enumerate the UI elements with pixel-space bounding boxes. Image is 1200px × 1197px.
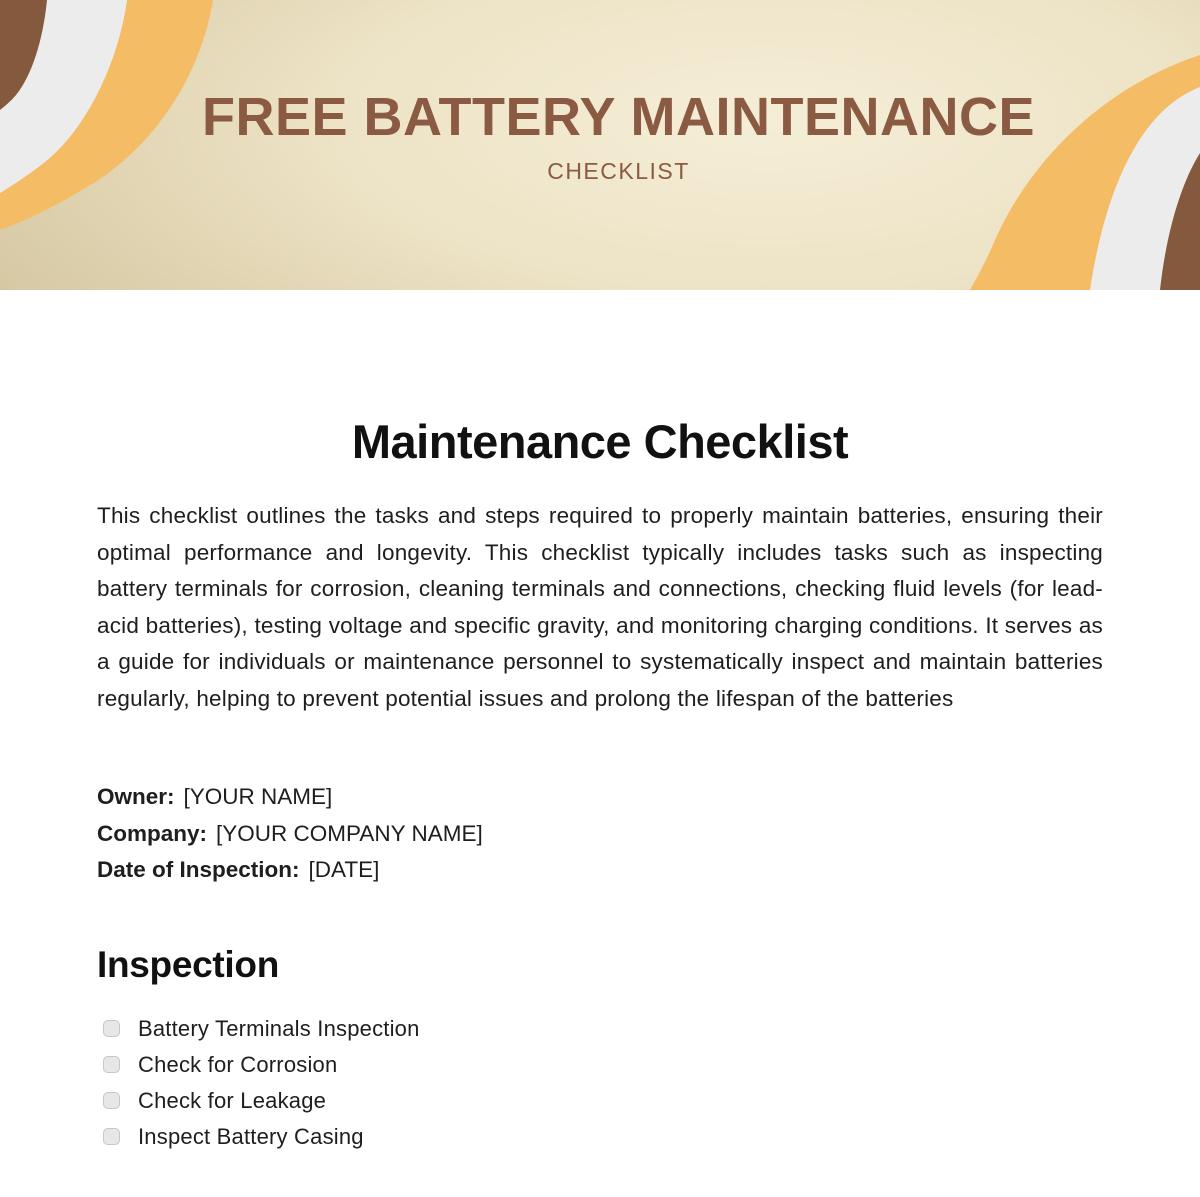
banner (0, 0, 1200, 290)
checklist-item (97, 1083, 1103, 1119)
checklist-item-label: Check for Leakage (138, 1087, 327, 1113)
banner-subtitle: CHECKLIST (547, 158, 690, 184)
checkbox-unchecked[interactable] (103, 1056, 120, 1073)
company-value: [YOUR COMPANY NAME] (216, 820, 483, 846)
checkbox-unchecked[interactable] (103, 1092, 120, 1109)
banner-text-block (0, 0, 1200, 184)
checklist-item-label: Inspect Battery Casing (138, 1123, 364, 1149)
checklist-item (97, 1047, 1103, 1083)
detail-row-inspection-date (97, 852, 1103, 889)
detail-row-owner (97, 779, 1103, 816)
details-block (97, 779, 1103, 889)
checklist-item-label: Battery Terminals Inspection (138, 1015, 420, 1041)
inspection-date-label: Date of Inspection: (97, 857, 300, 882)
checklist-item (97, 1119, 1103, 1155)
page-title: Maintenance Checklist (351, 415, 849, 468)
section-title-inspection: Inspection (97, 943, 280, 985)
checkbox-unchecked[interactable] (103, 1020, 120, 1037)
checklist-item (97, 1011, 1103, 1047)
inspection-date-value: [DATE] (308, 857, 380, 882)
checklist (97, 1011, 1103, 1155)
owner-label: Owner: (97, 784, 175, 809)
detail-row-company (97, 816, 1103, 853)
checklist-item-label: Check for Corrosion (138, 1051, 338, 1077)
intro-paragraph: This checklist outlines the tasks and steps required to properly maintain batteries, ensuring their optimal performance and longevity. This checklist typically includes tasks such as inspecting battery terminals for corrosion, cleaning terminals and connections, checking fluid levels (for lead-acid batteries), testing voltage and specific gravity, and monitoring charging conditions. It serves as a guide for individuals or maintenance personnel to systematically inspect and maintain batteries regularly, helping to prevent potential issues and prolong the lifespan of the batteries (97, 503, 1103, 711)
banner-title: FREE BATTERY MAINTENANCE (201, 87, 1036, 147)
checkbox-unchecked[interactable] (103, 1128, 120, 1145)
document-body (97, 416, 1103, 1155)
owner-value: [YOUR NAME] (183, 784, 333, 809)
company-label: Company: (97, 820, 208, 846)
